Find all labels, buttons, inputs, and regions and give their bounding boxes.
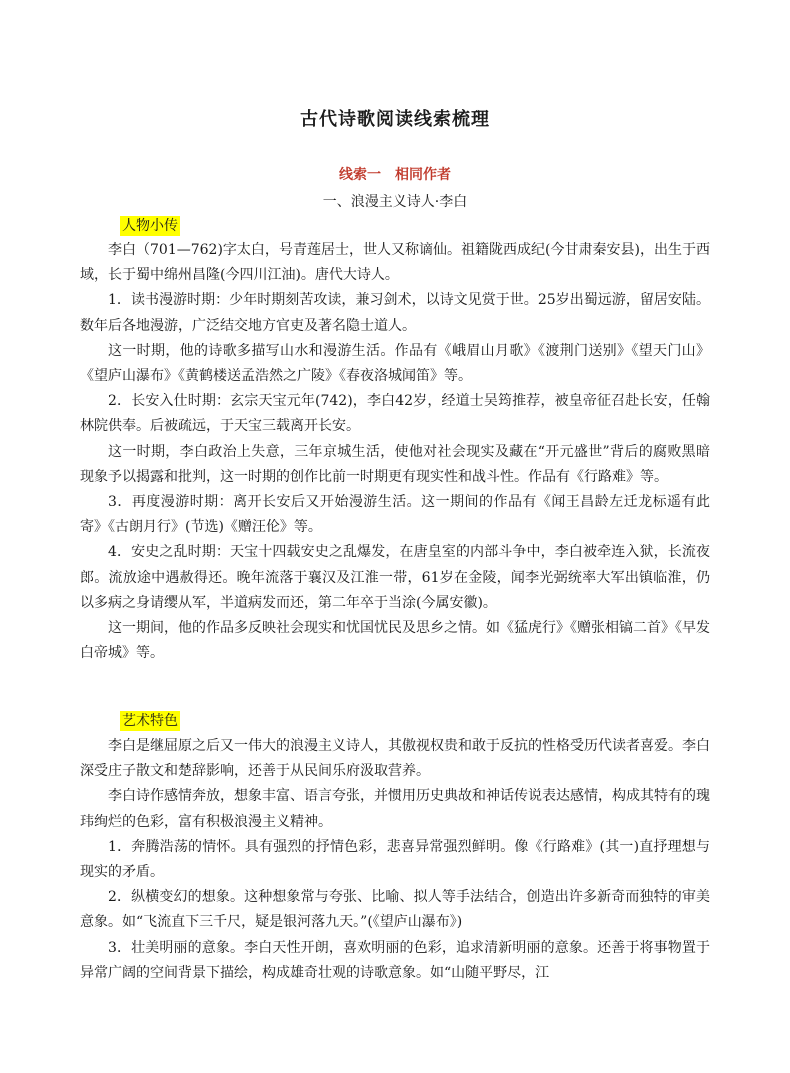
paragraph: 1．读书漫游时期：少年时期刻苦攻读，兼习剑术，以诗文见赏于世。25岁出蜀远游，留居安陆。数年后各地漫游，广泛结交地方官吏及著名隐士道人。: [80, 292, 710, 334]
section-biography: [80, 238, 710, 666]
subheading: 一、浪漫主义诗人·李白: [322, 194, 468, 210]
section-label-art: 艺术特色: [122, 713, 178, 729]
paragraph: 李白是继屈原之后又一伟大的浪漫主义诗人，其傲视权贵和敢于反抗的性格受历代读者喜爱。李白深受庄子散文和楚辞影响，还善于从民间乐府汲取营养。: [80, 738, 710, 780]
clue-heading: 线索一 相同作者: [339, 167, 451, 183]
section-label-biography: 人物小传: [122, 218, 178, 234]
paragraph: 这一期间，他的作品多反映社会现实和忧国忧民及思乡之情。如《猛虎行》《赠张相镐二首》《早发白帝城》等。: [80, 620, 710, 662]
paragraph: 这一时期，他的诗歌多描写山水和漫游生活。作品有《峨眉山月歌》《渡荆门送别》《望天门山》《望庐山瀑布》《黄鹤楼送孟浩然之广陵》《春夜洛城闻笛》等。: [80, 342, 710, 385]
paragraph: 2．纵横变幻的想象。这种想象常与夸张、比喻、拟人等手法结合，创造出许多新奇而独特的审美意象。如“飞流直下三千尺，疑是银河落九天。”(《望庐山瀑布》): [80, 889, 710, 931]
paragraph: 4．安史之乱时期：天宝十四载安史之乱爆发，在唐皇室的内部斗争中，李白被牵连入狱，长流夜郎。流放途中遇赦得还。晚年流落于襄汉及江淮一带，61岁在金陵，闻李光弼统率大军出镇临淮，仍以多病之身请缨从军，半道病发而还，第二年卒于当涂(今属安徽)。: [80, 544, 710, 611]
section-art: [80, 734, 710, 986]
paragraph: 3．壮美明丽的意象。李白天性开朗，喜欢明丽的色彩，追求清新明丽的意象。还善于将事物置于异常广阔的空间背景下描绘，构成雄奇壮观的诗歌意象。如“山随平野尽，江: [80, 939, 710, 981]
paragraph: 1．奔腾浩荡的情怀。具有强烈的抒情色彩，悲喜异常强烈鲜明。像《行路难》(其一)直抒理想与现实的矛盾。: [80, 838, 710, 881]
paragraph: 李白（701—762)字太白，号青莲居士，世人又称谪仙。祖籍陇西成纪(今甘肃秦安县)，出生于西域，长于蜀中绵州昌隆(今四川江油)。唐代大诗人。: [80, 242, 710, 284]
paragraph: 3．再度漫游时期：离开长安后又开始漫游生活。这一期间的作品有《闻王昌龄左迁龙标遥有此寄》《古朗月行》(节选)《赠汪伦》等。: [80, 494, 710, 536]
paragraph: 李白诗作感情奔放，想象丰富、语言夸张，并惯用历史典故和神话传说表达感情，构成其特有的瑰玮绚烂的色彩，富有积极浪漫主义精神。: [80, 788, 710, 830]
document-title: 古代诗歌阅读线索梳理: [300, 109, 490, 130]
paragraph: 2．长安入仕时期：玄宗天宝元年(742)，李白42岁，经道士吴筠推荐，被皇帝征召赴长安，任翰林院供奉。后被疏远，于天宝三载离开长安。: [80, 393, 710, 435]
paragraph: 这一时期，李白政治上失意，三年京城生活，使他对社会现实及藏在“开元盛世”背后的腐败黑暗现象予以揭露和批判，这一时期的创作比前一时期更有现实性和战斗性。作品有《行路难》等。: [80, 443, 710, 485]
